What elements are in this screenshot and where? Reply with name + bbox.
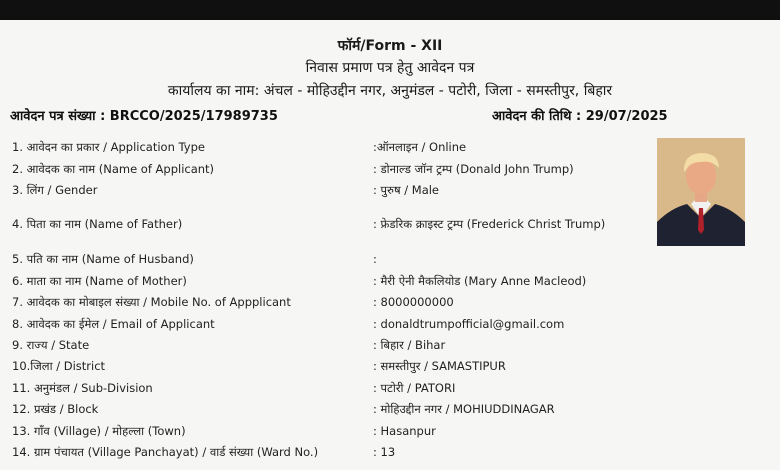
field-row-state [12,338,652,356]
field-label: 12. प्रखंड / Block [12,402,99,416]
field-value: : समस्तीपुर / SAMASTIPUR [373,359,506,373]
field-value: : donaldtrumpofficial@gmail.com [373,317,565,331]
form-title: फॉर्म/Form - XII [337,38,443,54]
field-label: 5. पति का नाम (Name of Husband) [12,252,194,266]
field-label: 2. आवेदक का नाम (Name of Applicant) [12,162,215,176]
field-value: : मोहिउद्दीन नगर / MOHIUDDINAGAR [373,402,555,416]
form-document [0,20,780,470]
field-value: : [373,252,377,266]
field-label: 8. आवेदक का ईमेल / Email of Applicant [12,317,215,331]
field-value: : पटोरी / PATORI [373,381,456,395]
field-value: : Hasanpur [373,424,436,438]
field-value: : 13 [373,445,396,459]
applicant-photo [657,138,745,246]
field-row-block [12,402,652,420]
field-label: 14. ग्राम पंचायत (Village Panchayat) / वार्ड संख्या (Ward No.) [12,445,319,459]
application-number: आवेदन पत्र संख्या : BRCCO/2025/17989735 [10,109,278,124]
field-value: :ऑनलाइन / Online [373,140,467,154]
form-subtitle: निवास प्रमाण पत्र हेतु आवेदन पत्र [305,60,475,76]
field-value: : पुरुष / Male [373,183,440,197]
field-row-application-type [12,140,652,158]
field-row-district [12,359,652,377]
field-row-ward [12,445,652,463]
field-row-email [12,317,652,335]
field-row-husband-name [12,252,652,270]
field-row-mobile [12,295,652,313]
field-label: 10.जिला / District [12,359,106,373]
field-label: 13. गाँव (Village) / मोहल्ला (Town) [12,424,186,438]
field-label: 9. राज्य / State [12,338,90,352]
field-value: : बिहार / Bihar [373,338,446,352]
field-value: : फ्रेडरिक क्राइस्ट ट्रम्प (Frederick Christ Trump) [373,217,606,231]
field-row-gender [12,183,652,201]
field-row-sub-division [12,381,652,399]
field-value: : मैरी ऐनी मैकलियोड (Mary Anne Macleod) [373,274,587,288]
office-name: कार्यालय का नाम: अंचल - मोहिउद्दीन नगर, अनुमंडल - पटोरी, जिला - समस्तीपुर, बिहार [167,83,613,99]
field-label: 6. माता का नाम (Name of Mother) [12,274,187,288]
application-date: आवेदन की तिथि : 29/07/2025 [492,109,668,124]
field-row-mother-name [12,274,652,292]
field-row-father-name [12,217,652,235]
applicant-portrait-icon [657,138,745,246]
field-label: 3. लिंग / Gender [12,183,98,197]
field-label: 11. अनुमंडल / Sub-Division [12,381,153,395]
field-row-applicant-name [12,162,652,180]
field-label: 4. पिता का नाम (Name of Father) [12,217,183,231]
field-value: : डोनाल्ड जॉन ट्रम्प (Donald John Trump) [373,162,574,176]
field-label: 7. आवेदक का मोबाइल संख्या / Mobile No. of Appplicant [12,295,291,309]
field-value: : 8000000000 [373,295,454,309]
field-row-village [12,424,652,442]
field-label: 1. आवेदन का प्रकार / Application Type [12,140,205,154]
